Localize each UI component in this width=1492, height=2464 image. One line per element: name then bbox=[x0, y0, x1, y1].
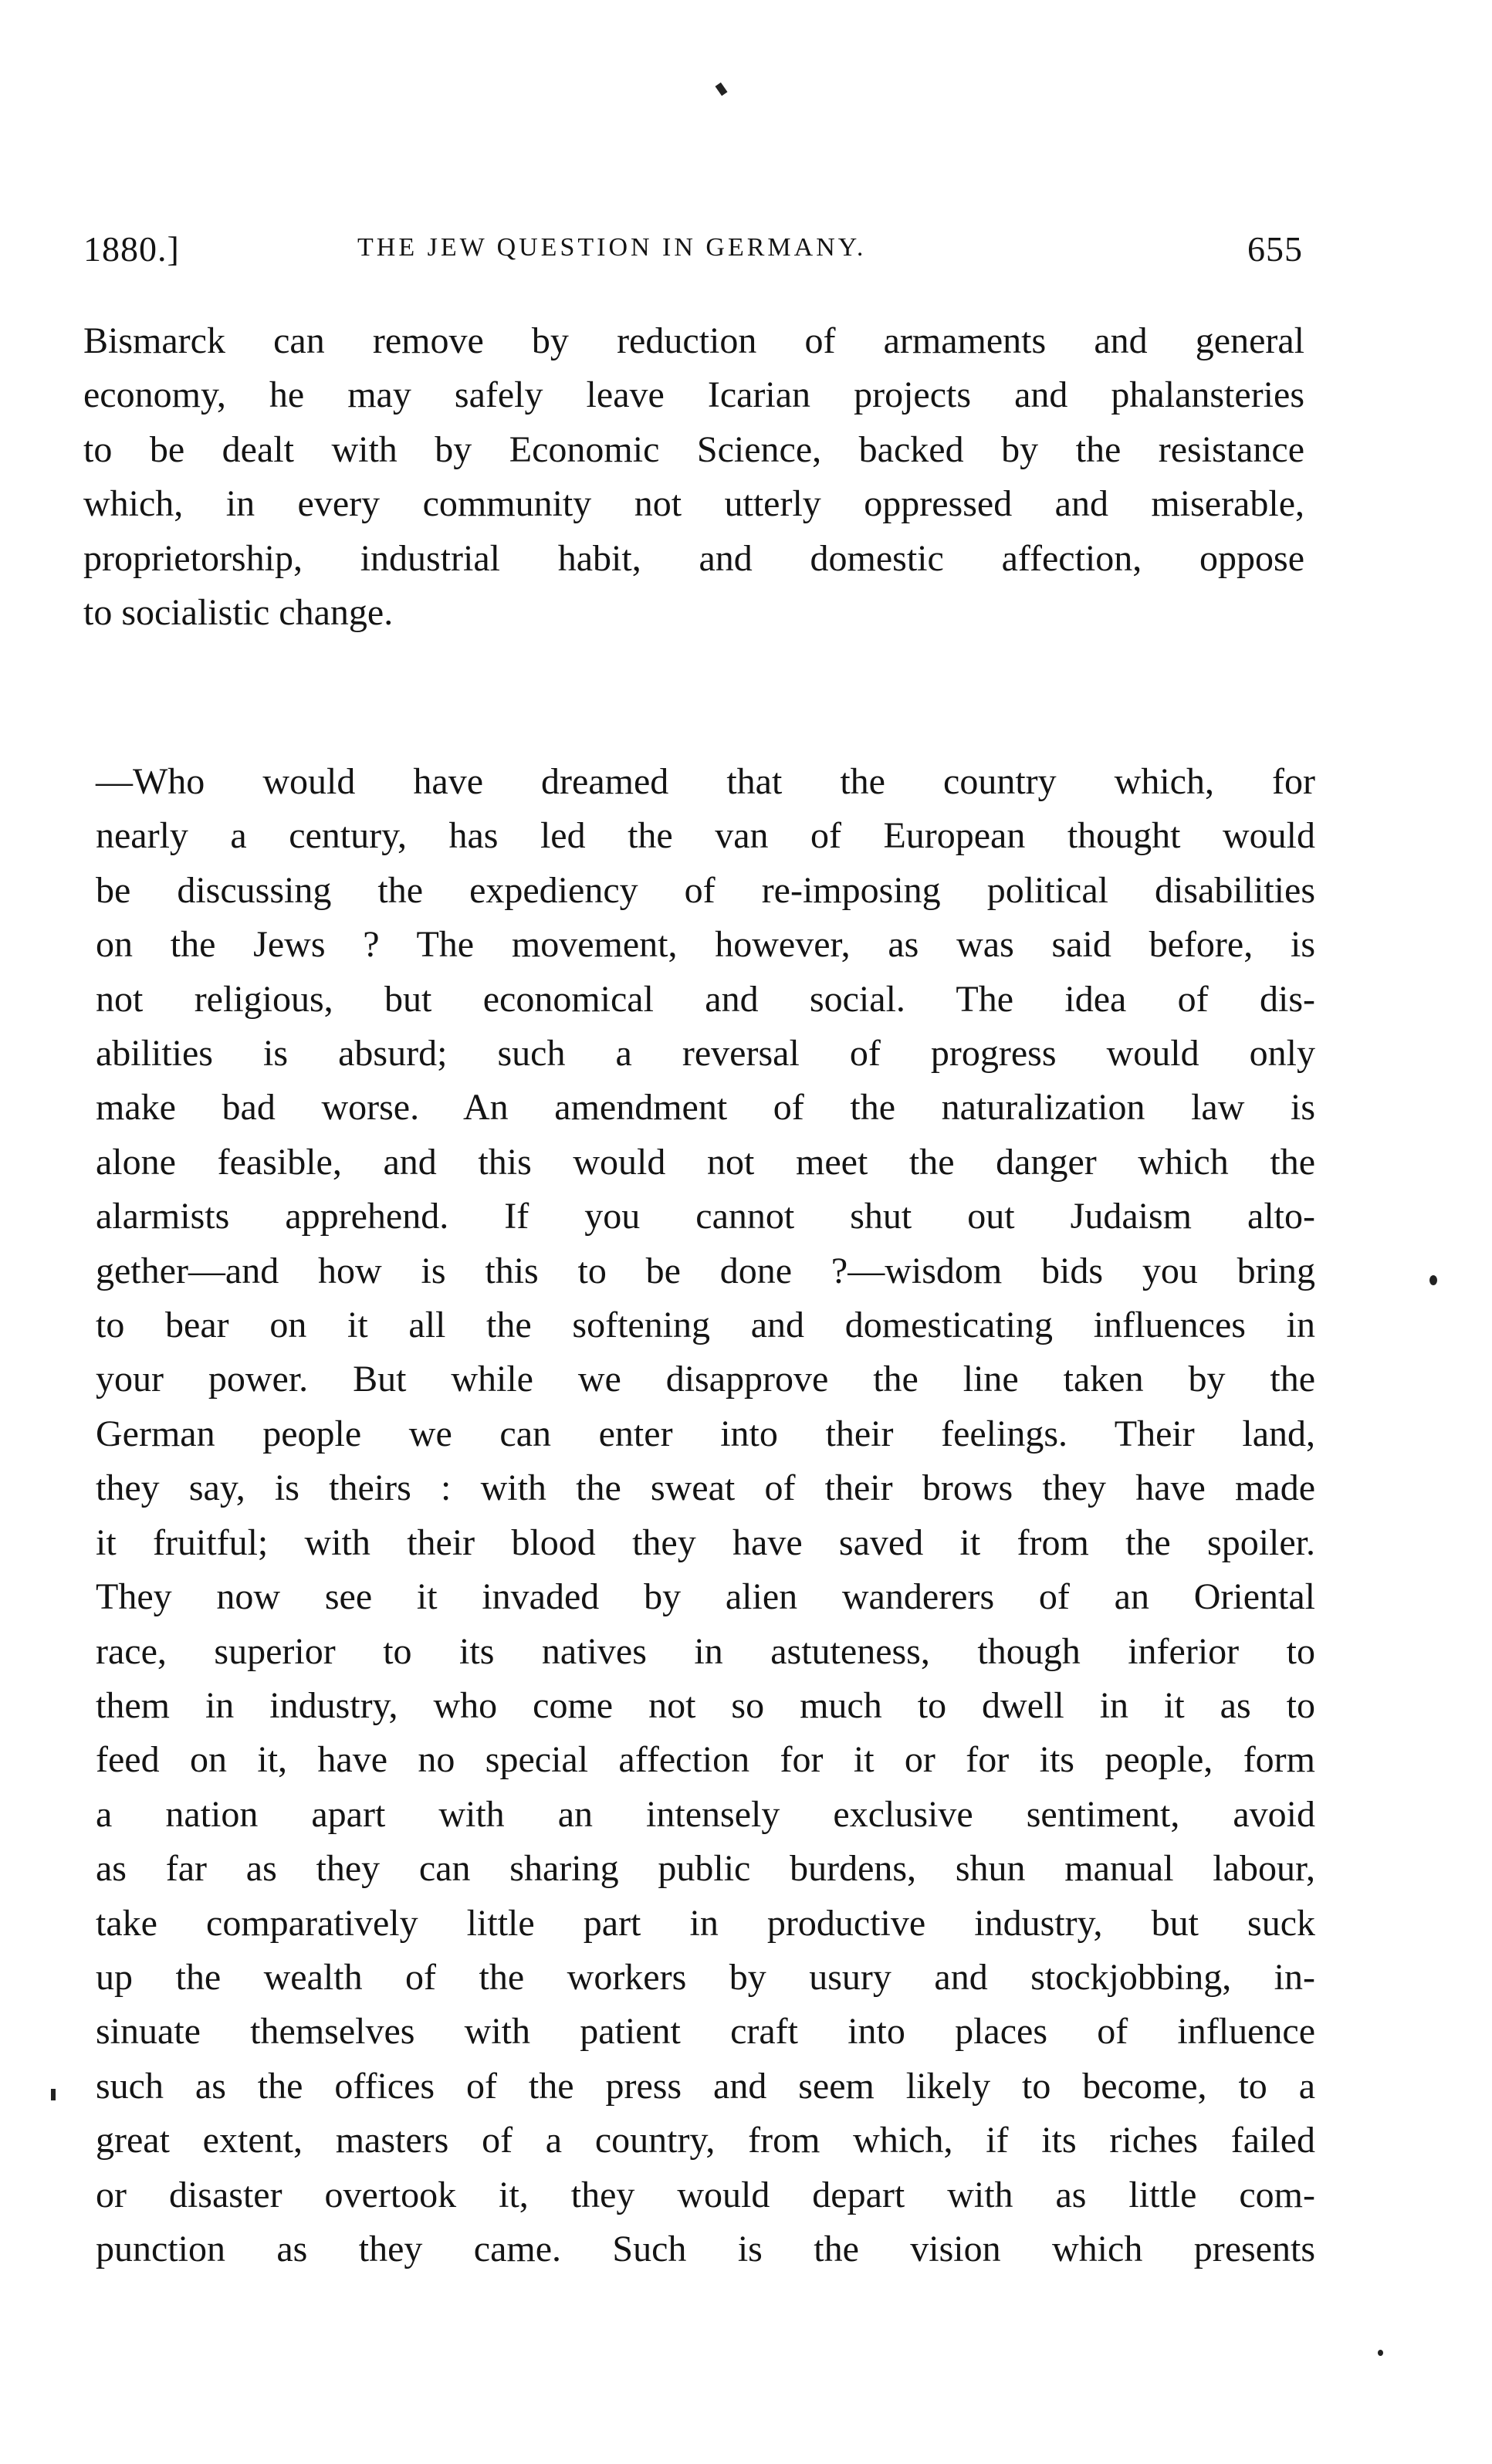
text-line: or disaster overtook it, they would depart with as little com- bbox=[96, 2174, 1315, 2215]
page-number: 655 bbox=[1247, 229, 1303, 269]
text-line: be discussing the expediency of re-imposing political disabilities bbox=[96, 869, 1315, 911]
text-line: Bismarck can remove by reduction of armaments and general bbox=[83, 320, 1304, 361]
text-line: sinuate themselves with patient craft into places of influence bbox=[96, 2011, 1315, 2053]
ink-speck bbox=[51, 2089, 56, 2100]
text-line: them in industry, who come not so much to dwell in it as to bbox=[96, 1684, 1315, 1726]
text-line: your power. But while we disapprove the line taken by the bbox=[96, 1359, 1315, 1400]
text-line: great extent, masters of a country, from which, if its riches failed bbox=[96, 2120, 1315, 2161]
paragraph-2 bbox=[96, 755, 1315, 2276]
text-line: to bear on it all the softening and domesticating influences in bbox=[96, 1305, 1315, 1346]
text-line: gether—and how is this to be done ?—wisdom bids you bring bbox=[96, 1250, 1315, 1291]
text-line: it fruitful; with their blood they have saved it from the spoiler. bbox=[96, 1521, 1315, 1563]
text-line: up the wealth of the workers by usury and stockjobbing, in- bbox=[96, 1956, 1315, 1998]
text-line: to socialistic change. bbox=[83, 592, 394, 634]
text-line: not religious, but economical and social. The idea of dis- bbox=[96, 978, 1315, 1020]
running-title: THE JEW QUESTION IN GERMANY. bbox=[357, 233, 867, 262]
header-year: 1880.] bbox=[83, 229, 180, 269]
text-line: as far as they can sharing public burdens, shun manual labour, bbox=[96, 1848, 1315, 1890]
text-line: on the Jews ? The movement, however, as was said before, is bbox=[96, 924, 1315, 966]
text-line: German people we can enter into their feelings. Their land, bbox=[96, 1413, 1315, 1454]
text-line: make bad worse. An amendment of the naturalization law is bbox=[96, 1087, 1315, 1129]
text-line: a nation apart with an intensely exclusive sentiment, avoid bbox=[96, 1793, 1315, 1835]
text-line: —Who would have dreamed that the country which, for bbox=[96, 761, 1315, 802]
ink-speck bbox=[1378, 2350, 1383, 2356]
page-header bbox=[83, 228, 1303, 275]
text-line: which, in every community not utterly oppressed and miserable, bbox=[83, 483, 1304, 525]
text-line: to be dealt with by Economic Science, backed by the resistance bbox=[83, 428, 1304, 470]
text-line: proprietorship, industrial habit, and domestic affection, oppose bbox=[83, 537, 1304, 579]
text-line: They now see it invaded by alien wanderers of an Oriental bbox=[96, 1576, 1315, 1618]
text-line: economy, he may safely leave Icarian projects and phalansteries bbox=[83, 374, 1304, 416]
text-line: alarmists apprehend. If you cannot shut out Judaism alto- bbox=[96, 1196, 1315, 1237]
text-line: alone feasible, and this would not meet the danger which the bbox=[96, 1141, 1315, 1183]
ink-speck bbox=[1429, 1275, 1437, 1285]
paragraph-1 bbox=[83, 314, 1304, 640]
text-line: nearly a century, has led the van of European thought would bbox=[96, 815, 1315, 857]
text-line: they say, is theirs : with the sweat of their brows they have made bbox=[96, 1467, 1315, 1509]
text-line: race, superior to its natives in astuteness, though inferior to bbox=[96, 1630, 1315, 1672]
text-line: punction as they came. Such is the vision which presents bbox=[96, 2228, 1315, 2269]
ink-speck bbox=[716, 83, 728, 96]
text-line: such as the offices of the press and seem likely to become, to a bbox=[96, 2065, 1315, 2107]
text-line: take comparatively little part in productive industry, but suck bbox=[96, 1902, 1315, 1944]
text-line: feed on it, have no special affection for it or for its people, form bbox=[96, 1739, 1315, 1781]
text-line: abilities is absurd; such a reversal of progress would only bbox=[96, 1033, 1315, 1075]
